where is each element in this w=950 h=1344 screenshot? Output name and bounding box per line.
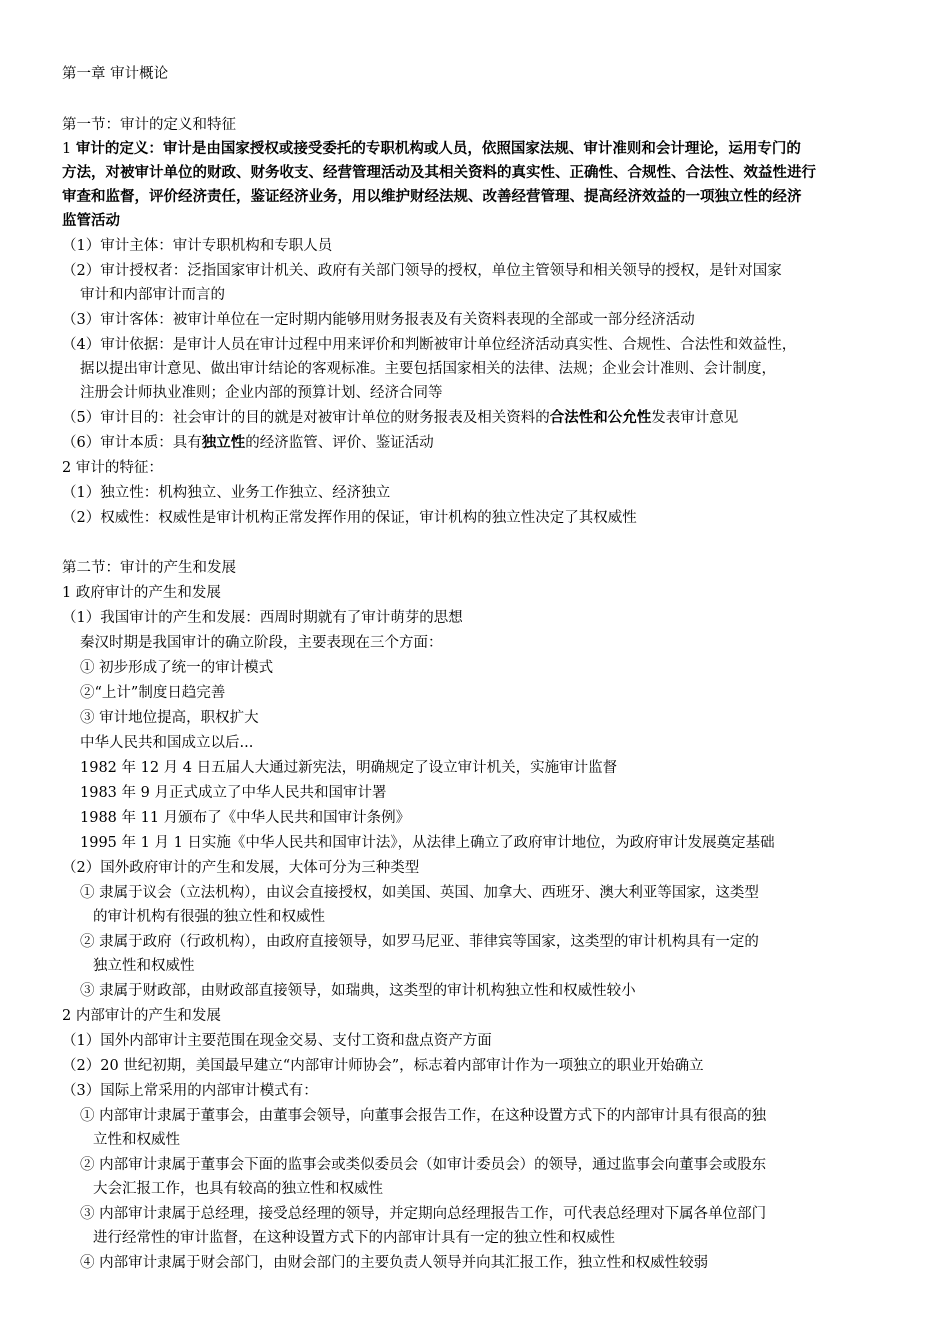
definition-line <box>62 209 120 233</box>
sub-point: ③ 内部审计隶属于总经理，接受总经理的领导，并定期向总经理报告工作，可代表总经理对下属各单位部门 <box>80 1206 767 1222</box>
timeline-entry: 1995 年 1 月 1 日实施《中华人民共和国审计法》，从法律上确立了政府审计地位，为政府审计发展奠定基础 <box>80 835 775 851</box>
list-item: （3）国际上常采用的内部审计模式有： <box>62 1083 318 1099</box>
list-item-continuation: 审计和内部审计而言的 <box>80 287 225 303</box>
sub-point: ② 内部审计隶属于董事会下面的监事会或类似委员会（如审计委员会）的领导，通过监事会向董事会或股东 <box>80 1157 767 1173</box>
text-run: 的经济监管、评价、鉴证活动 <box>245 435 434 451</box>
timeline-entry: 1982 年 12 月 4 日五届人大通过新宪法，明确规定了设立审计机关，实施审计监督 <box>80 760 618 776</box>
definition-number: 1 <box>62 141 76 157</box>
sub-point: ② 隶属于政府（行政机构），由政府直接领导，如罗马尼亚、菲律宾等国家，这类型的审计机构具有一定的 <box>80 934 759 950</box>
text-run: 发表审计意见 <box>651 410 739 426</box>
sub-point: ③ 审计地位提高，职权扩大 <box>80 710 259 726</box>
sub-point-continuation: 进行经常性的审计监督，在这种设置方式下的内部审计具有一定的独立性和权威性 <box>93 1230 615 1246</box>
list-item: （2）权威性：权威性是审计机构正常发挥作用的保证，审计机构的独立性决定了其权威性 <box>62 510 637 526</box>
paragraph-line: 秦汉时期是我国审计的确立阶段，主要表现在三个方面： <box>80 635 443 651</box>
timeline-entry: 1988 年 11 月颁布了《中华人民共和国审计条例》 <box>80 810 411 826</box>
section-title: 第二节：审计的产生和发展 <box>62 560 236 576</box>
sub-point: ②“上计”制度日趋完善 <box>80 685 226 701</box>
list-item <box>62 431 434 455</box>
sub-point: ① 隶属于议会（立法机构），由议会直接授权，如美国、英国、加拿大、西班牙、澳大利亚等国家，这类型 <box>80 885 759 901</box>
sub-point-continuation: 立性和权威性 <box>93 1132 180 1148</box>
sub-point-continuation: 独立性和权威性 <box>93 958 195 974</box>
definition-line <box>62 185 802 209</box>
list-item: （1）审计主体：审计专职机构和专职人员 <box>62 238 333 254</box>
sub-point: ④ 内部审计隶属于财会部门，由财会部门的主要负责人领导并向其汇报工作，独立性和权威性较弱 <box>80 1255 709 1271</box>
list-item: （2）审计授权者：泛指国家审计机关、政府有关部门领导的授权，单位主管领导和相关领导的授权，是针对国家 <box>62 263 782 279</box>
timeline-entry: 1983 年 9 月正式成立了中华人民共和国审计署 <box>80 785 387 801</box>
sub-point: ③ 隶属于财政部，由财政部直接领导，如瑞典，这类型的审计机构独立性和权威性较小 <box>80 983 636 999</box>
list-item: （3）审计客体：被审计单位在一定时期内能够用财务报表及有关资料表现的全部或一部分经济活动 <box>62 312 695 328</box>
definition-text: 审查和监督，评价经济责任，鉴证经济业务，用以维护财经法规、改善经营管理、提高经济效益的一项独立性的经济 <box>62 188 802 205</box>
subsection-title: 2 审计的特征： <box>62 460 163 476</box>
text-run: （5）审计目的：社会审计的目的就是对被审计单位的财务报表及相关资料的 <box>62 410 550 426</box>
sub-point: ① 内部审计隶属于董事会，由董事会领导，向董事会报告工作，在这种设置方式下的内部审计具有很高的独 <box>80 1108 767 1124</box>
list-item: （2）20 世纪初期，美国最早建立“内部审计师协会”，标志着内部审计作为一项独立的职业开始确立 <box>62 1058 704 1074</box>
subsection-title: 1 政府审计的产生和发展 <box>62 585 221 601</box>
sub-point-continuation: 的审计机构有很强的独立性和权威性 <box>93 909 325 925</box>
emphasis-text: 独立性 <box>201 434 246 451</box>
chapter-title: 第一章 审计概论 <box>62 66 169 82</box>
sub-point: ① 初步形成了统一的审计模式 <box>80 660 274 676</box>
definition-line <box>62 161 816 185</box>
sub-point-continuation: 大会汇报工作，也具有较高的独立性和权威性 <box>93 1181 383 1197</box>
definition-line <box>62 137 801 161</box>
list-item <box>62 406 738 430</box>
list-item: （2）国外政府审计的产生和发展，大体可分为三种类型 <box>62 860 420 876</box>
emphasis-text: 合法性和公允性 <box>549 409 652 426</box>
definition-text: 监管活动 <box>62 212 120 229</box>
list-item-continuation: 据以提出审计意见、做出审计结论的客观标准。主要包括国家相关的法律、法规；企业会计准则、会计制度， <box>80 361 776 377</box>
definition-text: 方法，对被审计单位的财政、财务收支、经营管理活动及其相关资料的真实性、正确性、合规性、合法性、效益性进行 <box>62 164 816 181</box>
list-item: （1）我国审计的产生和发展：西周时期就有了审计萌芽的思想 <box>62 610 463 626</box>
list-item: （1）独立性：机构独立、业务工作独立、经济独立 <box>62 485 391 501</box>
list-item: （1）国外内部审计主要范围在现金交易、支付工资和盘点资产方面 <box>62 1033 492 1049</box>
subsection-title: 2 内部审计的产生和发展 <box>62 1008 221 1024</box>
list-item: （4）审计依据：是审计人员在审计过程中用来评价和判断被审计单位经济活动真实性、合规性、合法性和效益性， <box>62 337 797 353</box>
section-title: 第一节：审计的定义和特征 <box>62 117 236 133</box>
text-run: （6）审计本质：具有 <box>62 435 202 451</box>
definition-text: 审计的定义：审计是由国家授权或接受委托的专职机构或人员，依照国家法规、审计准则和会计理论，运用专门的 <box>75 140 801 157</box>
list-item-continuation: 注册会计师执业准则；企业内部的预算计划、经济合同等 <box>80 385 443 401</box>
paragraph-line: 中华人民共和国成立以后... <box>80 735 254 751</box>
